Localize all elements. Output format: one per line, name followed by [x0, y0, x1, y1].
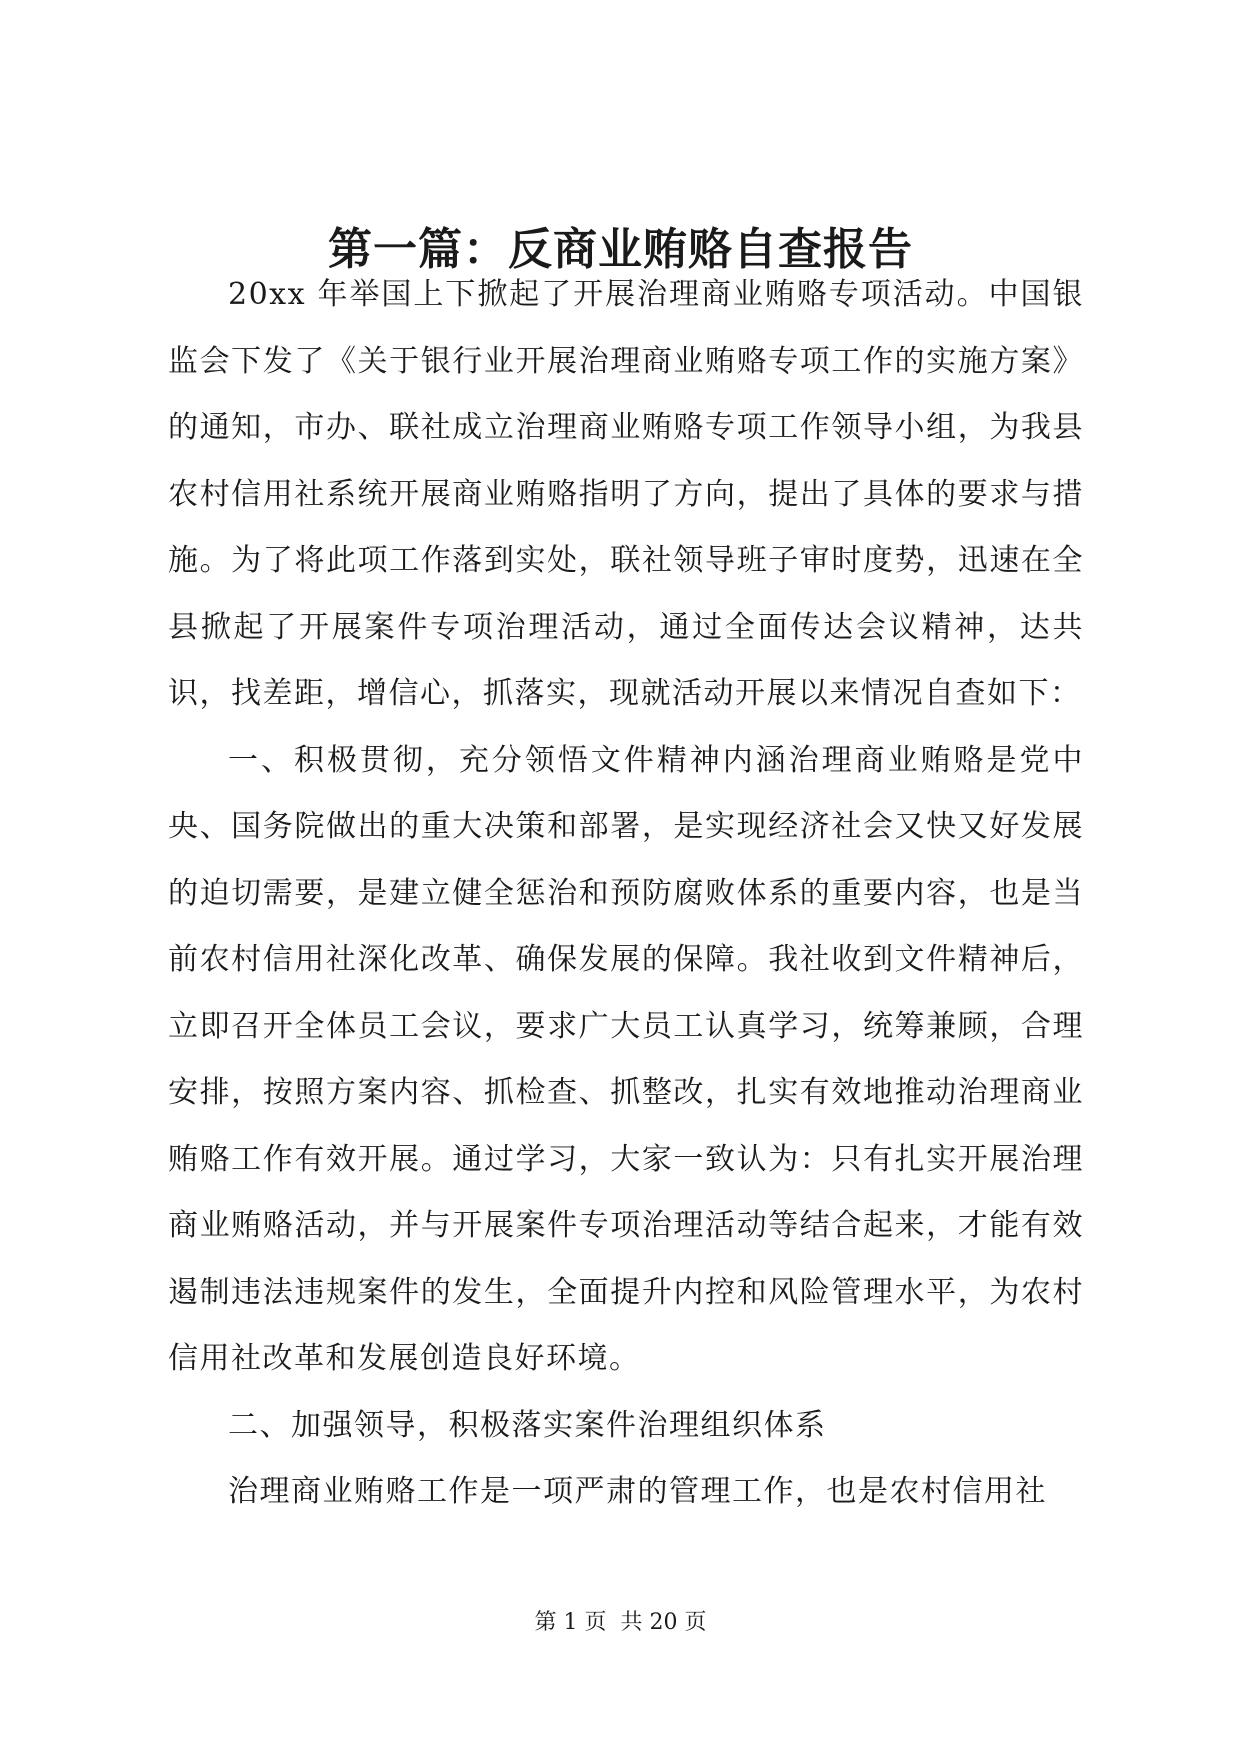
paragraph-section-two: 治理商业贿赂工作是一项严肃的管理工作，也是农村信用社 [228, 1474, 1047, 1509]
paragraph-section-one: 一、积极贯彻，充分领悟文件精神内涵治理商业贿赂是党中央、国务院做出的重大决策和部署，是实现经济社会又快又好发展的迫切需要，是建立健全惩治和预防腐败体系的重要内容，也是当前农村信用社深化改革、确保发展的保障。我社收到文件精神后，立即召开全体员工会议，要求广大员工认真学习，统筹兼顾，合理安排，按照方案内容、抓检查、抓整改，扎实有效地推动治理商业贿赂工作有效开展。通过学习，大家一致认为：只有扎实开展治理商业贿赂活动，并与开展案件专项治理活动等结合起来，才能有效遏制违法违规案件的发生，全面提升内控和风险管理水平，为农村信用社改革和发展创造良好环境。 [168, 742, 1084, 1376]
heading-section-two: 二、加强领导，积极落实案件治理组织体系 [228, 1407, 827, 1443]
document-body [168, 262, 1084, 1526]
page-number-footer: 第 1 页 共 20 页 [534, 1610, 707, 1635]
paragraph-intro: 20xx 年举国上下掀起了开展治理商业贿赂专项活动。中国银监会下发了《关于银行业开展治理商业贿赂专项工作的实施方案》的通知，市办、联社成立治理商业贿赂专项工作领导小组，为我县农村信用社系统开展商业贿赂指明了方向，提出了具体的要求与措施。为了将此项工作落到实处，联社领导班子审时度势，迅速在全县掀起了开展案件专项治理活动，通过全面传达会议精神，达共识，找差距，增信心，抓落实，现就活动开展以来情况自查如下： [168, 277, 1084, 711]
document-title: 第一篇：反商业贿赂自查报告 [328, 224, 913, 275]
